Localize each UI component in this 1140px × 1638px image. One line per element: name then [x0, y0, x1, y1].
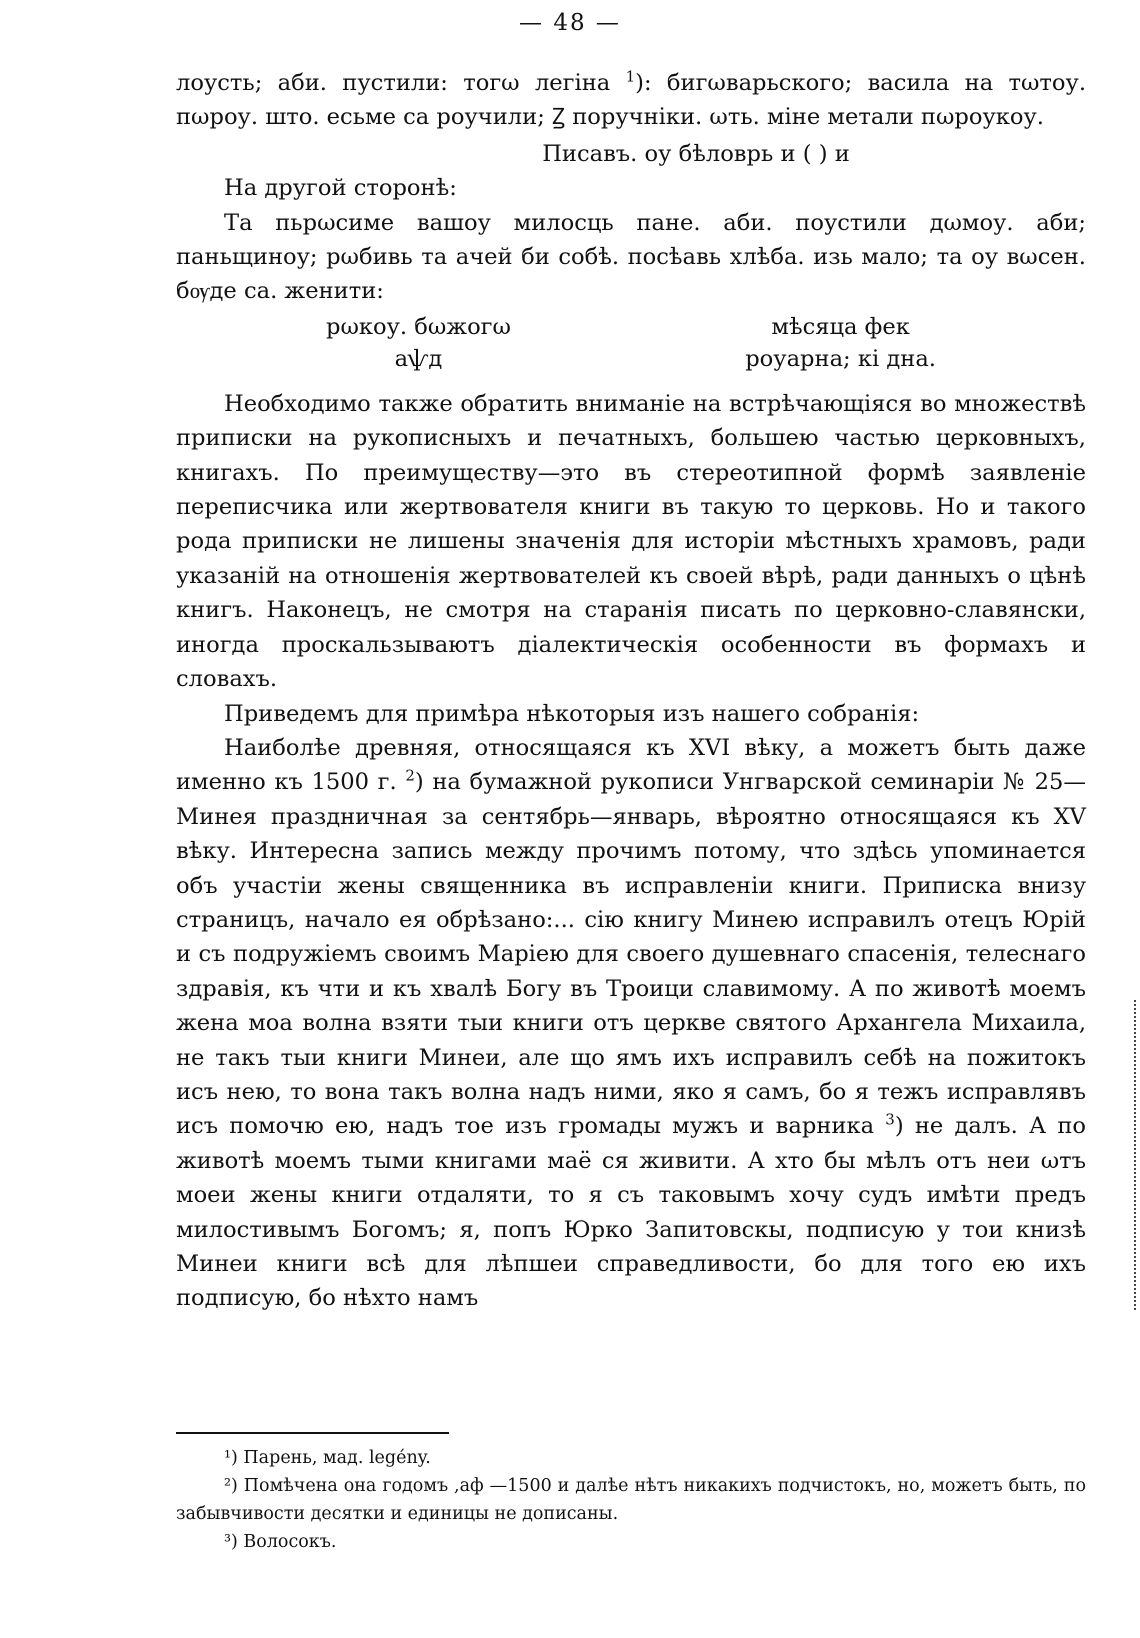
footnote-1-text: Парень, мад. legény. [243, 1448, 431, 1468]
footnote-ref-2: 2 [405, 766, 415, 785]
footnote-3-text: Волосокъ. [243, 1532, 337, 1552]
letter-text [176, 66, 1086, 135]
date-month-label: мѣсяца фек [771, 313, 910, 340]
footnote-1-mark: ¹) [224, 1448, 238, 1468]
page-number: — 48 — [519, 10, 621, 36]
footnote-3 [176, 1528, 1086, 1556]
letter-signature: Писавъ. оу бѣловрь и ( ) и [542, 140, 850, 167]
other-side-heading: На другой сторонѣ: [224, 175, 457, 202]
date-year [326, 311, 511, 375]
letter-line-2: ): бигωварьского; васила на тωтоу. пωроу. што. есьме са роучили; Ꙁ поручніки. ωть. міне метали пωроукоу. [176, 70, 1087, 131]
date-year-value: аѱд [394, 345, 443, 372]
scan-edge-mark [1134, 1000, 1138, 1310]
footnote-3-mark: ³) [224, 1532, 238, 1552]
letter-line-1: лоусть; аби. пустили: тогω легіна [176, 70, 611, 96]
paragraph-1: Необходимо также обратить вниманіе на встрѣчающіяся во множествѣ приписки на рукописныхъ и печатныхъ, большею частью церковныхъ, книгахъ. По преимуществу—это въ стереотипной формѣ заявленіе переписчика или жертвователя книги въ такую то церковь. Но и такого рода приписки не лишены значенія для исторіи мѣстныхъ храмовъ, ради указаній на отношенія жертвователей къ своей вѣрѣ, ради данныхъ о цѣнѣ книгъ. Наконецъ, не смотря на старанія писать по церковно-славянски, иногда проскальзываютъ діалектическія особенности въ формахъ и словахъ. [176, 390, 1086, 693]
footnote-1 [176, 1444, 1086, 1472]
footnote-2-text: Помѣчена она годомъ ,аф —1500 и далѣе нѣтъ никакихъ подчистокъ, но, можетъ быть, по забывчивости десятки и единицы не дописаны. [176, 1476, 1086, 1524]
paragraph-2: Приведемъ для примѣра нѣкоторыя изъ нашего собранія: [224, 700, 920, 727]
footnote-2-mark: ²) [224, 1476, 238, 1496]
paragraph-3-part-1: Наиболѣе древняя, относящаяся къ XVI вѣку, а можетъ быть даже именно къ 1500 г. [176, 734, 1086, 796]
date-year-label: рωкоу. бωжогω [326, 313, 511, 340]
body-text [176, 387, 1086, 1316]
footnote-divider [176, 1432, 449, 1434]
footnotes [176, 1444, 1086, 1556]
letter-dates [176, 311, 1086, 375]
letter-transcription [176, 66, 1086, 375]
footnote-2 [176, 1472, 1086, 1528]
date-month-value: роуарна; кі дна. [745, 345, 936, 372]
paragraph-3-part-3: ) не далъ. А по животѣ моемъ тыми книгами маё ся живити. А хто бы мѣлъ отъ неи ωтъ моеи жены книги отдаляти, то я съ таковымъ хочу судъ имѣти предъ милостивымъ Богомъ; я, попъ Юрко Запитовскы, подписую у тои книзѣ Минеи книги всѣ для лѣпшеи справедливости, бо для того ею ихъ подписую, бо нѣхто намъ [176, 1113, 1086, 1312]
paragraph-3-part-2: ) на бумажной рукописи Унгварской семинаріи № 25—Минея праздничная за сентябрь—январь, вѣроятно относящаяся къ XV вѣку. Интересна запись между прочимъ потому, что здѣсь упоминается объ участіи жены священника въ исправленіи книги. Приписка внизу страницъ, начало ея обрѣзано:... сію книгу Минею исправилъ отецъ Юрій и съ подружіемъ своимъ Маріею для своего душевнаго спасенія, телеснаго здравія, къ чти и къ хвалѣ Богу въ Троици славимому. А по животѣ моемъ жена моа волна взяти тыи книги отъ церкве святого Архангела Михаила, не такъ тыи книги Минеи, але що ямъ ихъ исправилъ себѣ на пожитокъ исъ нею, то вона такъ волна надъ ними, яко я самъ, бо я тежъ исправлявъ исъ помочю ею, надъ тое изъ громады мужъ и варника [176, 769, 1086, 1140]
footnote-ref-3: 3 [885, 1110, 895, 1129]
date-month [745, 311, 936, 375]
page-content [176, 66, 1086, 1316]
paragraph-3 [176, 731, 1086, 1316]
other-side-text: Та пьрωсиме вашоу милосць пане. аби. поустили дωмоу. аби; паньщиноу; рωбивь та ачей би собѣ. посѣавь хлѣба. изь мало; та оу вωсен. бѹде са. женити: [176, 209, 1086, 305]
footnote-ref-1: 1 [625, 67, 636, 86]
